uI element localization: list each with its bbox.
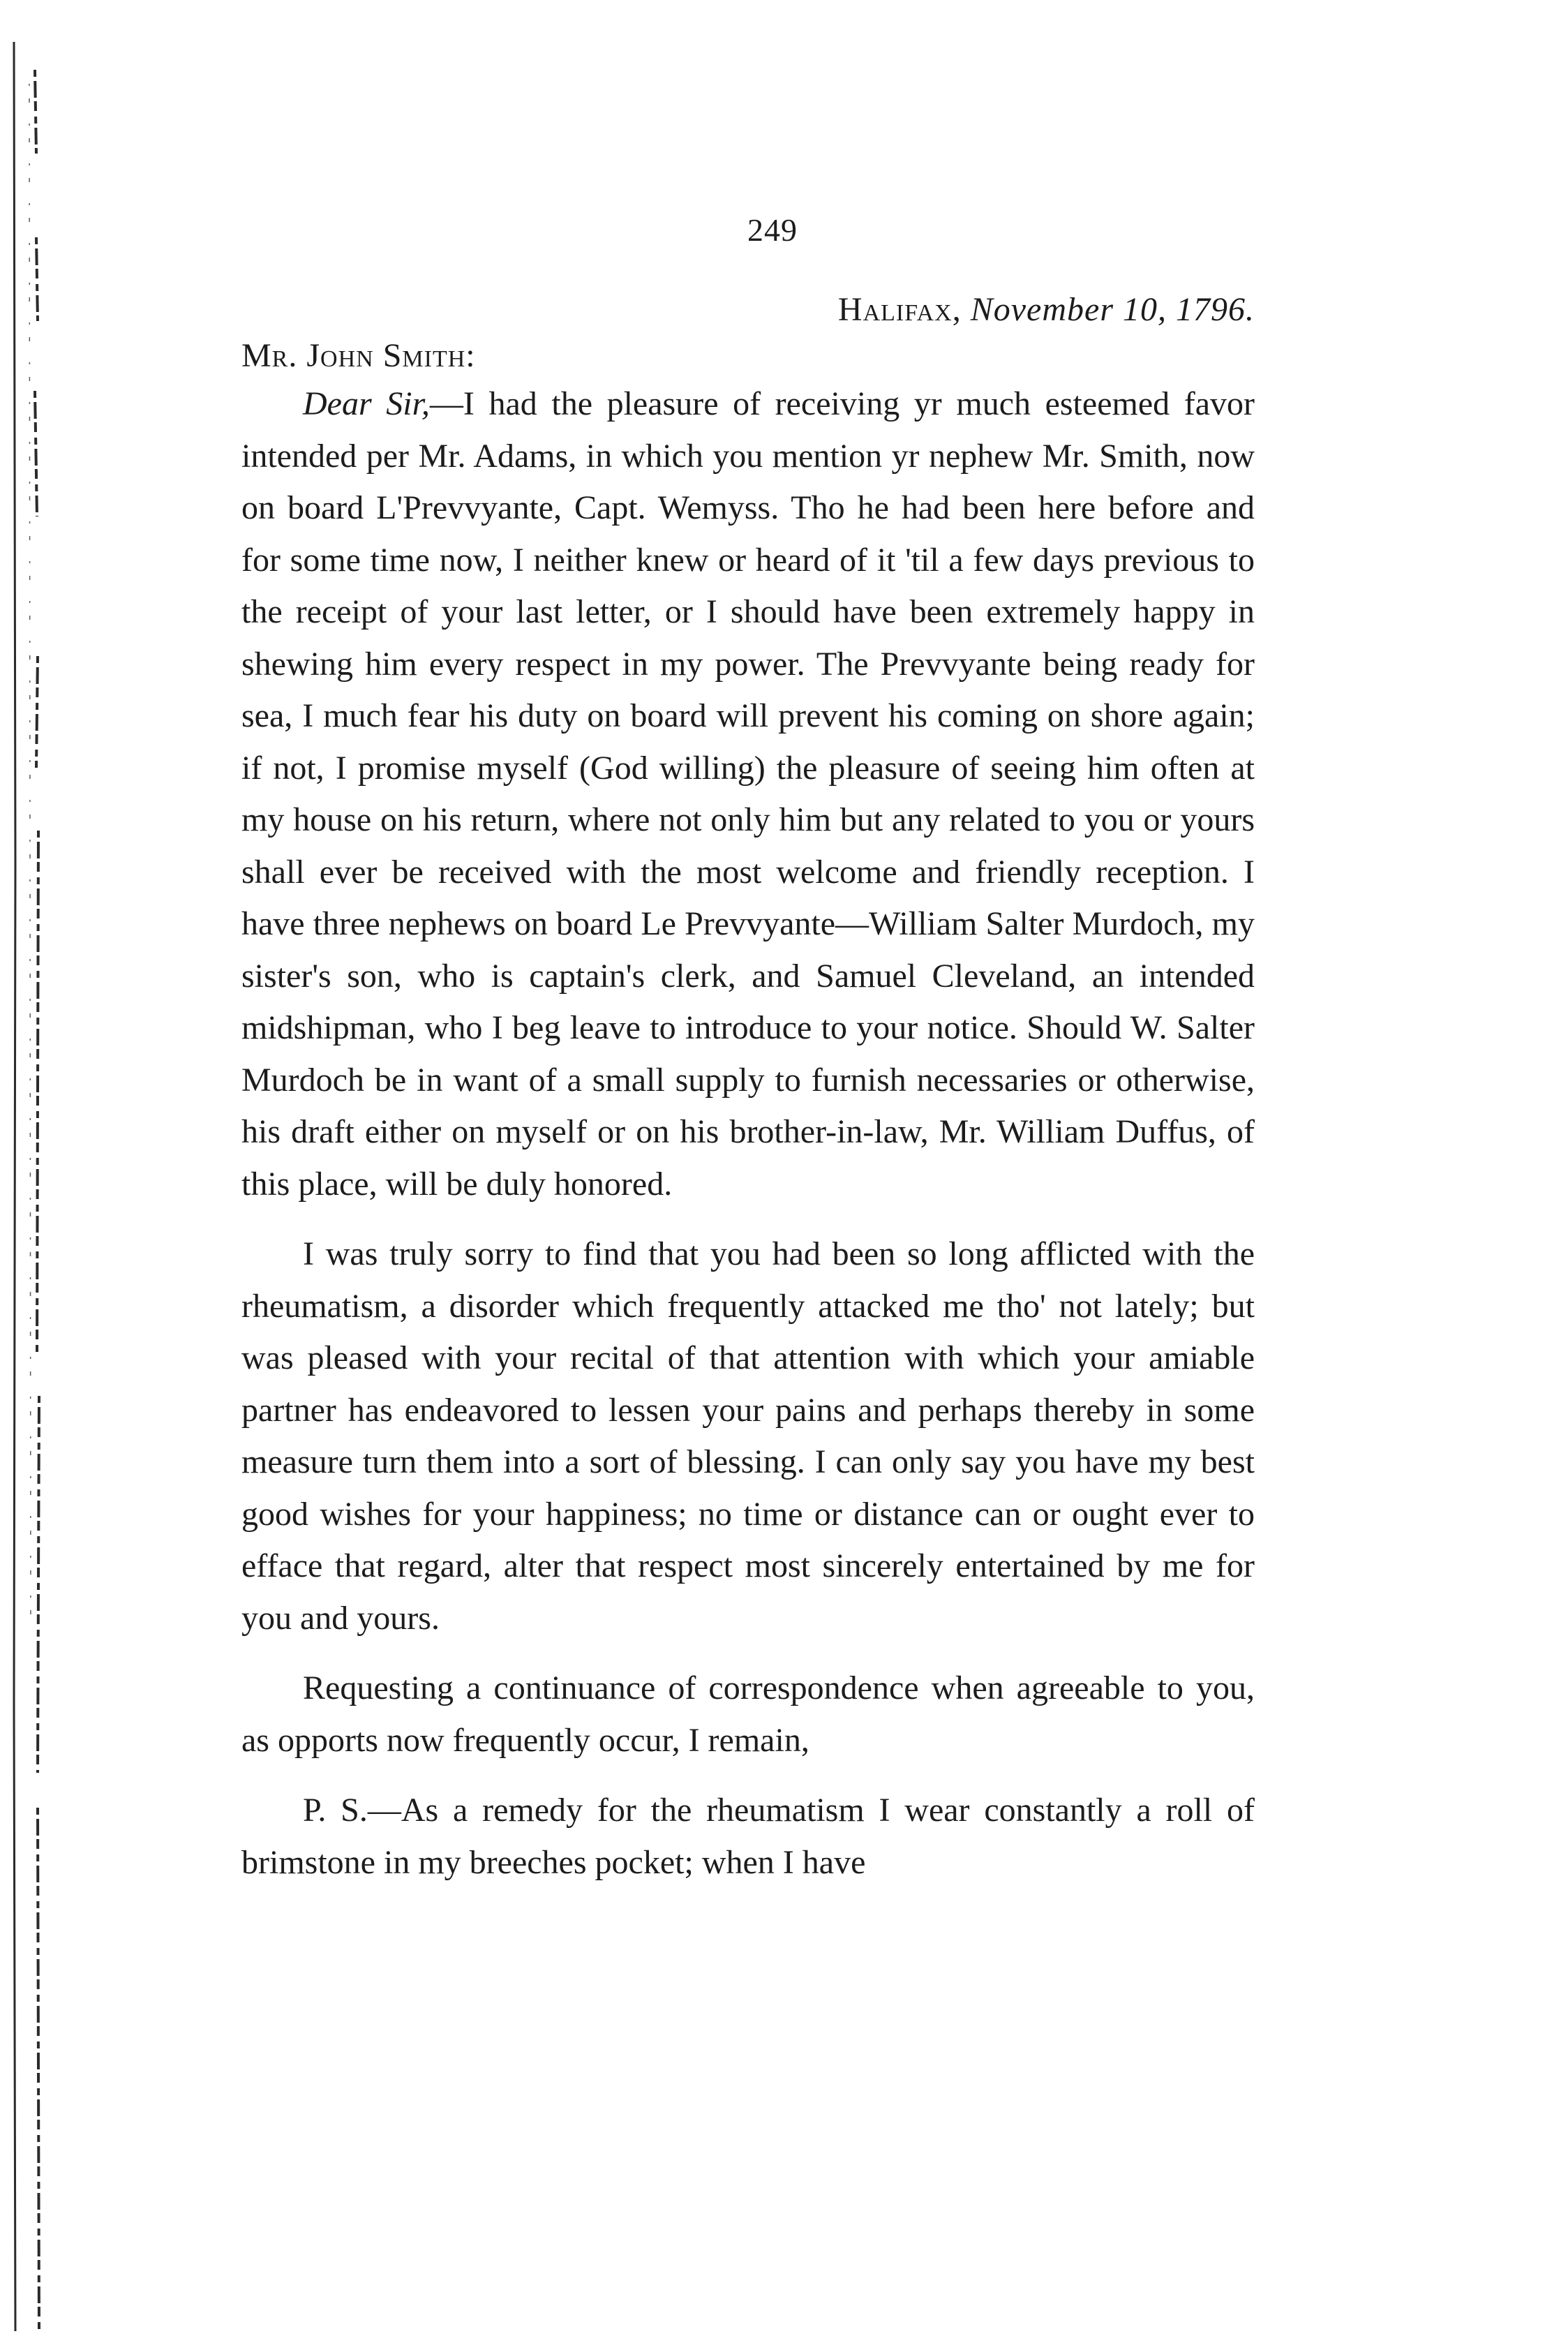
salutation: Mr. John Smith:	[241, 337, 476, 374]
book-page	[241, 209, 1255, 1889]
page-number: 249	[747, 212, 798, 248]
letter-paragraph-2: I was truly sorry to find that you had been so long afflicted with the rheumatism, a disorder which frequently attacked me tho' not lately; but was pleased with your recital of that attention with which your amiable partner has endeavored to lessen your pains and perhaps thereby in some measure turn them into a sort of blessing. I can only say you have my best good wishes for your happiness; no time or distance can or ought ever to efface that regard, alter that respect most sincerely entertained by me for you and yours.	[241, 1235, 1255, 1637]
dateline-place: Halifax,	[837, 291, 962, 328]
postscript-paragraph: P. S.—As a remedy for the rheumatism I wear constantly a roll of brimstone in my breeches pocket; when I have	[241, 1792, 1255, 1881]
binding-edge-scan-artifact	[7, 28, 84, 2331]
dateline	[241, 288, 1255, 332]
dateline-date: November 10, 1796.	[970, 291, 1255, 328]
letter-paragraph-3: Requesting a continuance of correspondence when agreeable to you, as opports now frequently occur, I remain,	[241, 1669, 1255, 1759]
paragraph-1-text: —I had the pleasure of receiving yr much esteemed favor intended per Mr. Adams, in which you mention yr nephew Mr. Smith, now on board L'Prevvyante, Capt. Wemyss. Tho he had been here before and for some time now, I neither knew or heard of it 'til a few days previous to the receipt of your last letter, or I should have been extremely happy in shewing him every respect in my power. The Prevvyante being ready for sea, I much fear his duty on board will prevent his coming on shore again; if not, I promise myself (God willing) the pleasure of seeing him often at my house on his return, where not only him but any related to you or yours shall ever be received with the most welcome and friendly reception. I have three nephews on board Le Prevvyante—William Salter Murdoch, my sister's son, who is captain's clerk, and Samuel Cleveland, an intended midshipman, who I beg leave to introduce to your notice. Should W. Salter Murdoch be in want of a small supply to furnish necessaries or otherwise, his draft either on myself or on his brother-in-law, Mr. William Duffus, of this place, will be duly honored.	[241, 385, 1255, 1203]
greeting: Dear Sir,	[303, 385, 430, 422]
letter-paragraph-1	[241, 378, 1255, 1210]
